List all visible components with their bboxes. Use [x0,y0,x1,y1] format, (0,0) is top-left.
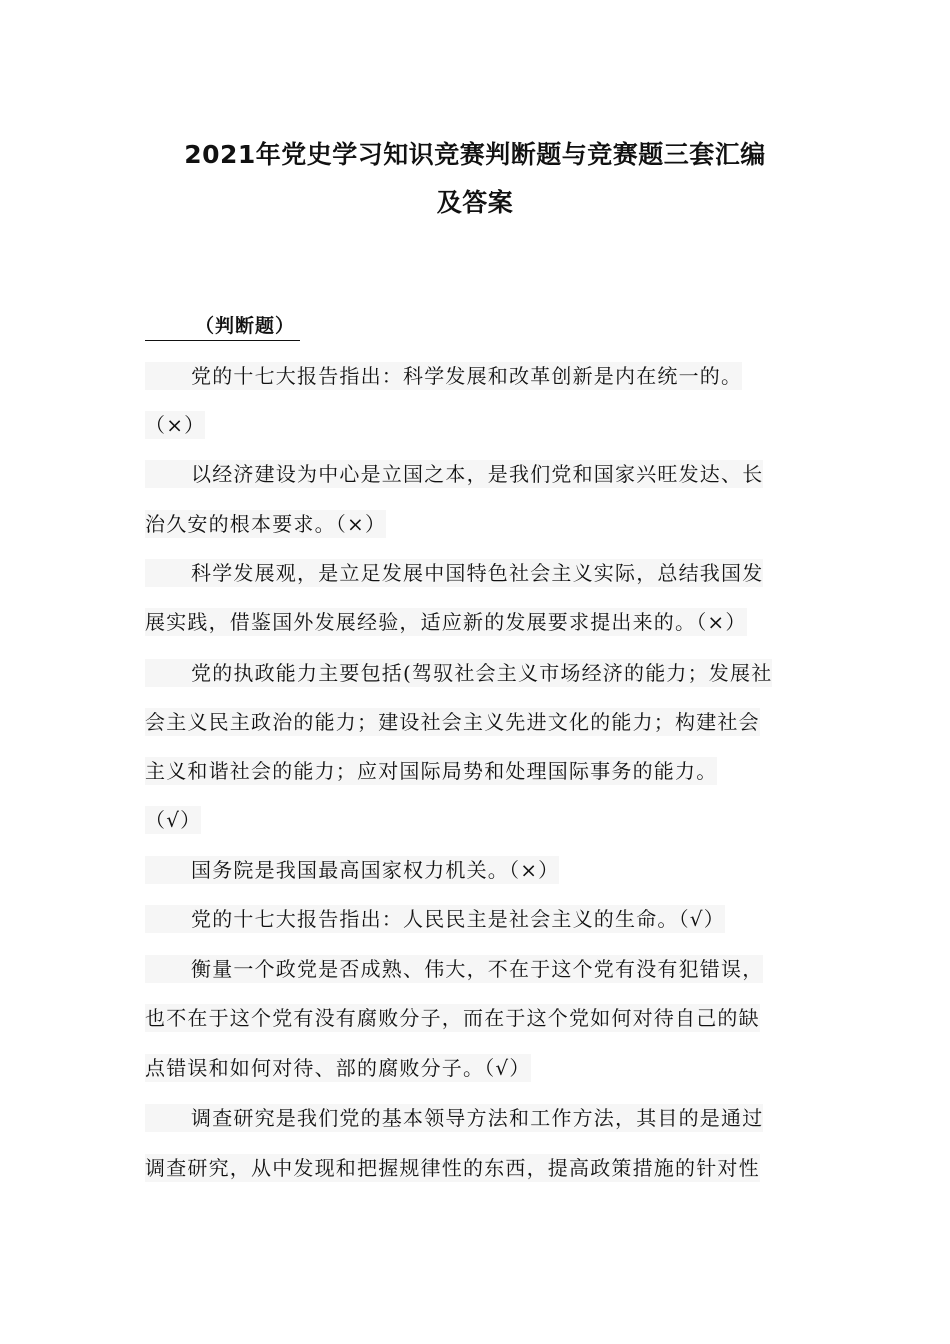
paragraph-line: 科学发展观，是立足发展中国特色社会主义实际，总结我国发 [145,559,763,587]
paragraph-line: 也不在于这个党有没有腐败分子，而在于这个党如何对待自己的缺 [145,1006,760,1030]
paragraph-line: （√） [145,808,202,832]
paragraph-line: 点错误和如何对待、部的腐败分子。（√） [145,1056,531,1080]
paragraph-line: 党的执政能力主要包括(驾驭社会主义市场经济的能力；发展社 [145,659,772,687]
paragraph-line: 国务院是我国最高国家权力机关。（×） [145,856,559,884]
paragraph-line: 会主义民主政治的能力；建设社会主义先进文化的能力；构建社会 [145,710,760,734]
document-title-line-2: 及答案 [436,188,514,217]
paragraph-line: 展实践，借鉴国外发展经验，适应新的发展要求提出来的。（×） [145,610,747,634]
paragraph-line: 党的十七大报告指出：人民民主是社会主义的生命。（√） [145,905,725,933]
paragraph-line: 调查研究是我们党的基本领导方法和工作方法，其目的是通过 [145,1104,763,1132]
paragraph-line: 调查研究，从中发现和把握规律性的东西，提高政策措施的针对性 [145,1156,760,1180]
section-heading: （判断题） [145,312,300,341]
paragraph-line: 衡量一个政党是否成熟、伟大，不在于这个党有没有犯错误， [145,955,763,983]
document-title-line-1: 2021年党史学习知识竞赛判断题与竞赛题三套汇编 [184,140,766,169]
paragraph-line: 治久安的根本要求。（×） [145,512,387,536]
paragraph-line: 以经济建设为中心是立国之本，是我们党和国家兴旺发达、长 [145,460,763,488]
paragraph-line: （×） [145,413,206,437]
paragraph-line: 党的十七大报告指出：科学发展和改革创新是内在统一的。 [145,362,742,390]
paragraph-line: 主义和谐社会的能力；应对国际局势和处理国际事务的能力。 [145,759,718,783]
